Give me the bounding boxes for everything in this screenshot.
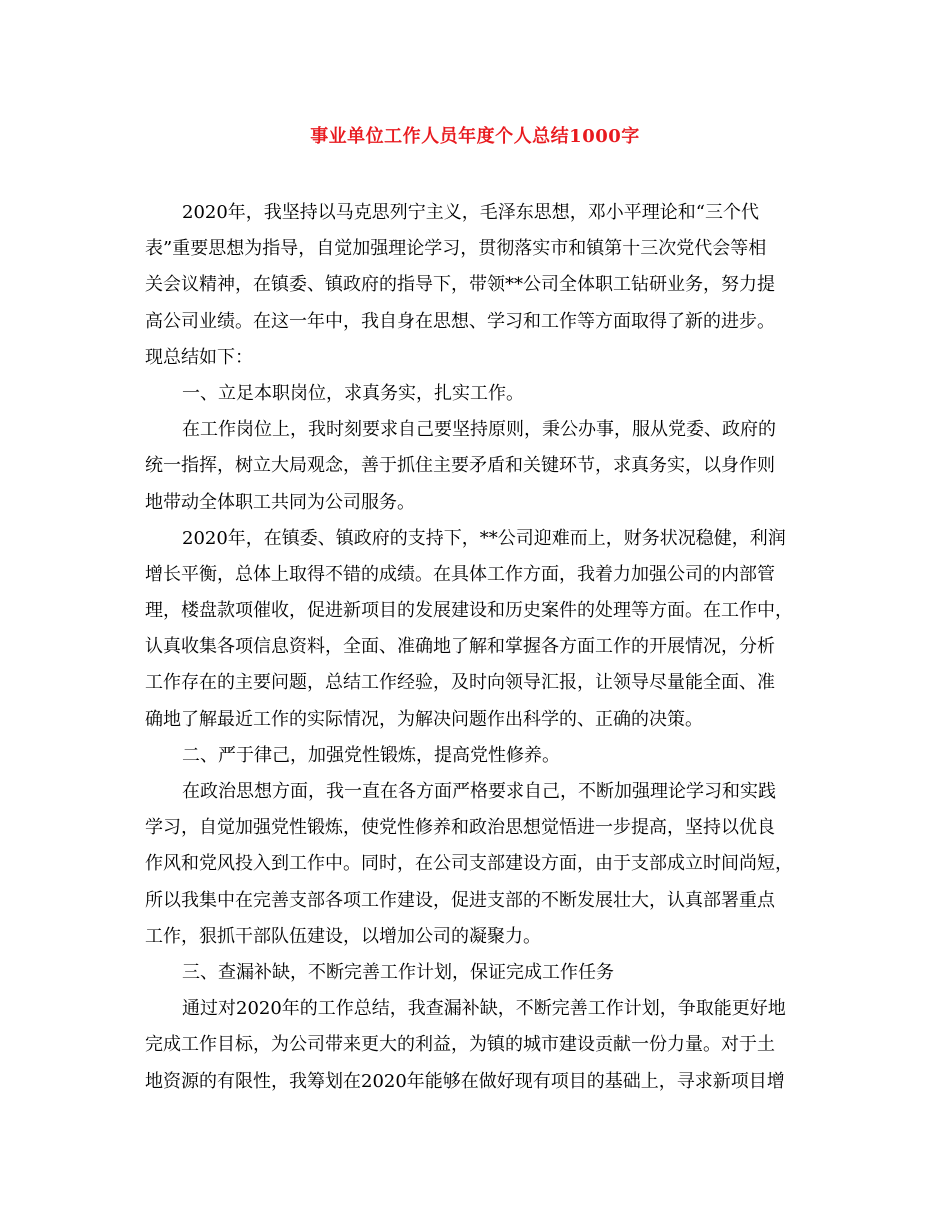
text-line: 作风和党风投入到工作中。同时，在公司支部建设方面，由于支部成立时间尚短， [145,853,793,875]
text-line: 学习，自觉加强党性锻炼，使党性修养和政治思想觉悟进一步提高，坚持以优良 [145,817,775,839]
text-line: 关会议精神，在镇委、镇政府的指导下，带领**公司全体职工钻研业务，努力提 [145,274,775,296]
text-line: 现总结如下： [145,346,253,368]
text-line: 2020年，在镇委、镇政府的支持下，**公司迎难而上，财务状况稳健，利润 [182,527,786,549]
text-line: 所以我集中在完善支部各项工作建设，促进支部的不断发展壮大，认真部署重点 [145,889,775,911]
text-line: 二、严于律己，加强党性锻炼，提高党性修养。 [182,744,560,766]
text-line: 在政治思想方面，我一直在各方面严格要求自己，不断加强理论学习和实践 [182,781,776,802]
text-line: 完成工作目标，为公司带来更大的利益，为镇的城市建设贡献一份力量。对于土 [145,1034,775,1056]
text-line: 2020年，我坚持以马克思列宁主义，毛泽东思想，邓小平理论和“三个代 [182,202,760,223]
text-line: 表”重要思想为指导，自觉加强理论学习，贯彻落实市和镇第十三次党代会等相 [145,238,767,260]
text-line: 增长平衡，总体上取得不错的成绩。在具体工作方面，我着力加强公司的内部管 [145,563,775,585]
text-line: 统一指挥，树立大局观念，善于抓住主要矛盾和关键环节，求真务实，以身作则 [145,455,775,477]
document-title: 事业单位工作人员年度个人总结1000字 [310,126,640,147]
text-line: 理，楼盘款项催收，促进新项目的发展建设和历史案件的处理等方面。在工作中， [145,600,793,622]
text-line: 高公司业绩。在这一年中，我自身在思想、学习和工作等方面取得了新的进步。 [145,310,775,332]
text-line: 三、查漏补缺，不断完善工作计划，保证完成工作任务 [182,961,614,983]
text-line: 在工作岗位上，我时刻要求自己要坚持原则，秉公办事，服从党委、政府的 [182,419,776,441]
text-line: 地带动全体职工共同为公司服务。 [145,491,415,513]
document-body [145,195,810,1100]
text-line: 地资源的有限性，我筹划在2020年能够在做好现有项目的基础上，寻求新项目增 [145,1070,785,1092]
text-line: 认真收集各项信息资料，全面、准确地了解和掌握各方面工作的开展情况，分析 [145,636,775,658]
text-line: 确地了解最近工作的实际情况，为解决问题作出科学的、正确的决策。 [145,708,703,730]
text-line: 一、立足本职岗位，求真务实，扎实工作。 [182,382,524,404]
text-line: 通过对2020年的工作总结，我查漏补缺，不断完善工作计划，争取能更好地 [182,998,786,1020]
text-line: 工作，狠抓干部队伍建设，以增加公司的凝聚力。 [145,925,541,947]
text-line: 工作存在的主要问题，总结工作经验，及时向领导汇报，让领导尽量能全面、准 [145,672,775,694]
